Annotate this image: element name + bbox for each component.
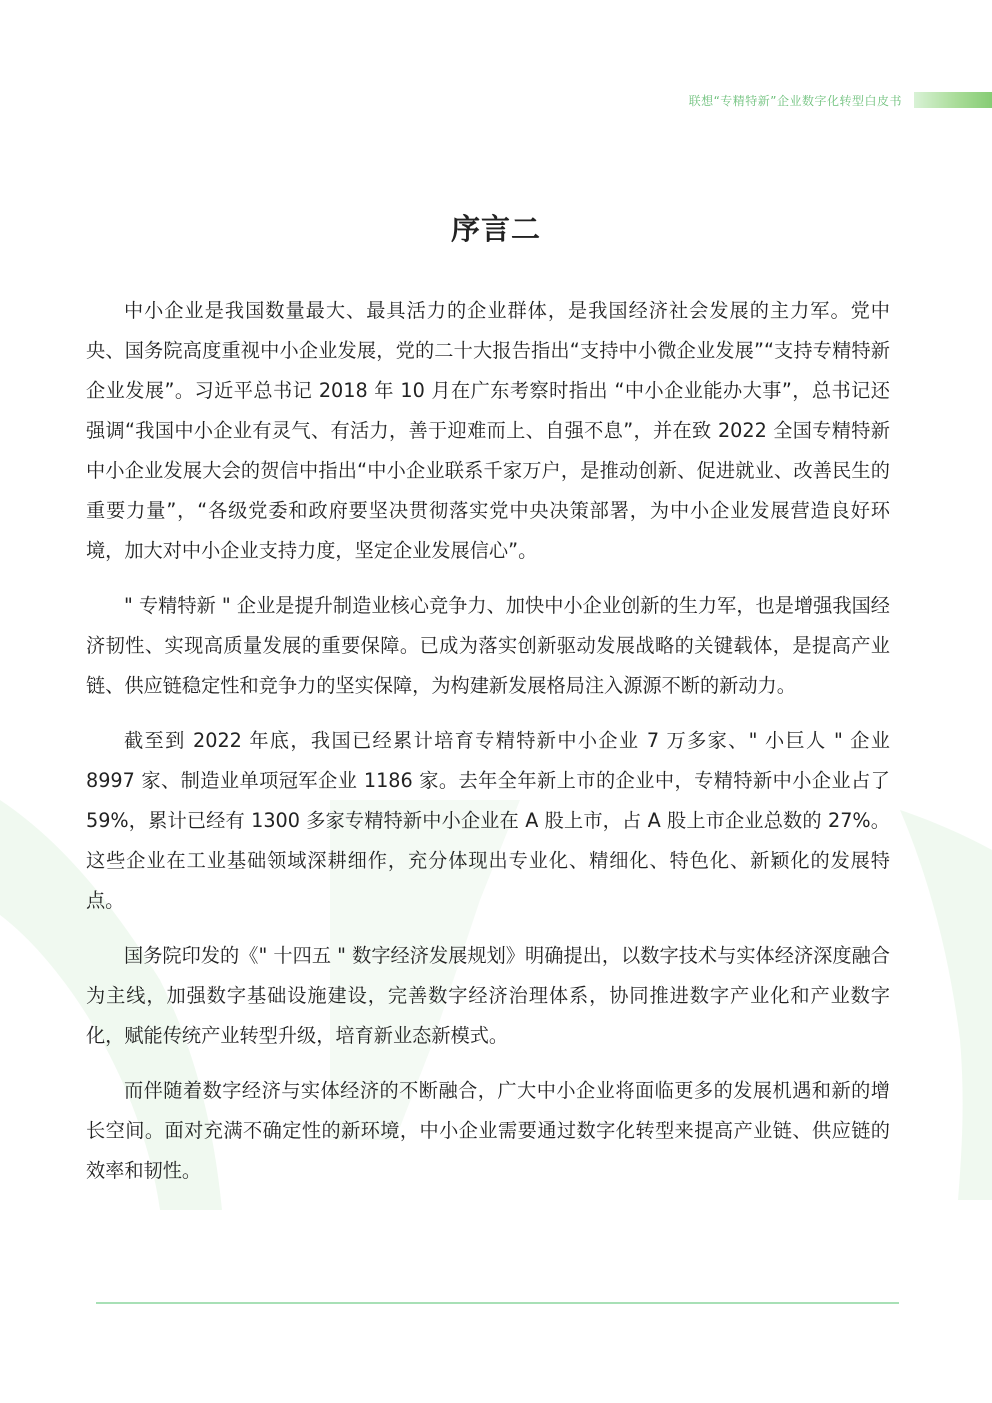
paragraph-5: 而伴随着数字经济与实体经济的不断融合，广大中小企业将面临更多的发展机遇和新的增长空间。面对充满不确定性的新环境，中小企业需要通过数字化转型来提高产业链、供应链的效率和韧性。 <box>86 1079 890 1182</box>
paragraph-2: " 专精特新 " 企业是提升制造业核心竞争力、加快中小企业创新的生力军，也是增强我国经济韧性、实现高质量发展的重要保障。已成为落实创新驱动发展战略的关键载体，是提高产业链、供应链稳定性和竞争力的坚实保障，为构建新发展格局注入源源不断的新动力。 <box>86 594 890 697</box>
paragraph-3: 截至到 2022 年底，我国已经累计培育专精特新中小企业 7 万多家、" 小巨人 " 企业 8997 家、制造业单项冠军企业 1186 家。去年全年新上市的企业中，专精特新中小企业占了 59%，累计已经有 1300 多家专精特新中小企业在 A 股上市，占 A 股上市企业总数的 27%。这些企业在工业基础领域深耕细作，充分体现出专业化、精细化、特色化、新颖化的发展特点。 <box>86 729 890 912</box>
paragraph-1: 中小企业是我国数量最大、最具活力的企业群体，是我国经济社会发展的主力军。党中央、国务院高度重视中小企业发展，党的二十大报告指出“支持中小微企业发展”“支持专精特新企业发展”。习近平总书记 2018 年 10 月在广东考察时指出 “中小企业能办大事”，总书记还强调“我国中小企业有灵气、有活力，善于迎难而上、自强不息”，并在致 2022 全国专精特新中小企业发展大会的贺信中指出“中小企业联系千家万户，是推动创新、促进就业、改善民生的重要力量”，“各级党委和政府要坚决贯彻落实党中央决策部署，为中小企业发展营造良好环境，加大对中小企业支持力度，坚定企业发展信心”。 <box>86 299 890 562</box>
header-document-title: 联想“专精特新”企业数字化转型白皮书 <box>688 94 902 108</box>
header-accent-bar <box>914 92 992 108</box>
paragraph-4: 国务院印发的《" 十四五 " 数字经济发展规划》明确提出，以数字技术与实体经济深度融合为主线，加强数字基础设施建设，完善数字经济治理体系，协同推进数字产业化和产业数字化，赋能传统产业转型升级，培育新业态新模式。 <box>86 944 890 1047</box>
body-text <box>86 291 890 1206</box>
page-title: 序言二 <box>450 212 541 246</box>
footer-divider <box>96 1302 899 1304</box>
background-right-swoosh <box>900 810 992 1200</box>
